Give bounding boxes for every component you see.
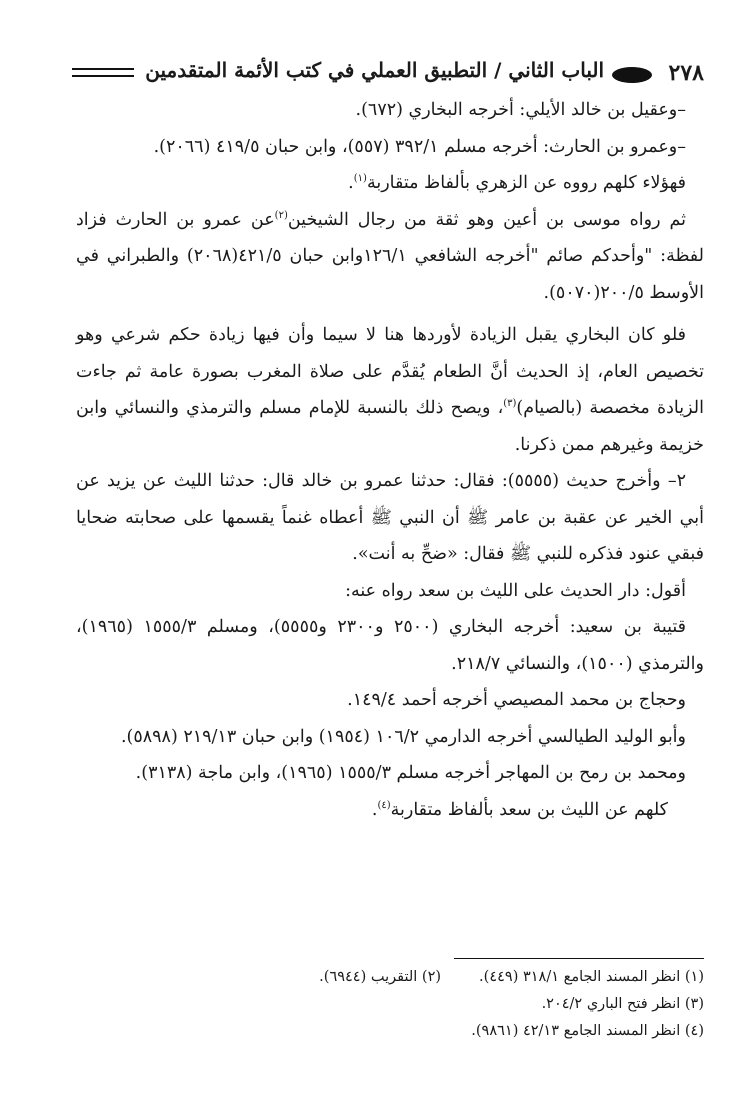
paragraph (76, 792, 704, 829)
chapter-title: الباب الثاني / التطبيق العملي في كتب الأئمة المتقدمين (145, 58, 604, 82)
paragraph: ٢– وأخرج حديث (٥٥٥٥): فقال: حدثنا عمرو بن خالد قال: حدثنا الليث عن يزيد عن أبي الخير عن عقبة بن عامر ﷺ أن النبي ﷺ أعطاه غنماً يقسمها على صحابته ضحايا فبقي عنود فذكره للنبي ﷺ فقال: «ضحِّ به أنت». (76, 471, 704, 564)
footnote-ref: (٤) (377, 799, 391, 811)
footnotes (76, 964, 704, 1045)
text-run: . (348, 173, 354, 193)
page-header (72, 54, 704, 94)
footnote-line (76, 991, 704, 1018)
header-rule-bottom (72, 75, 134, 77)
paragraph (76, 317, 704, 463)
paragraph (76, 202, 704, 312)
main-text (76, 92, 704, 828)
text-run: . (371, 799, 378, 820)
paragraph: وحجاج بن محمد المصيصي أخرجه أحمد ١٤٩/٤. (347, 690, 686, 710)
paragraph: وأبو الوليد الطيالسي أخرجه الدارمي ١٠٦/٢ (١٩٥٤) وابن حبان ٢١٩/١٣ (٥٨٩٨). (120, 726, 686, 747)
text-run: ثم رواه موسى بن أعين وهو ثقة من رجال الشيخين (287, 209, 686, 230)
paragraph: قتيبة بن سعيد: أخرجه البخاري (٢٥٠٠ و٢٣٠٠ و٥٥٥٥)، ومسلم ١٥٥٥/٣ (١٩٦٥)، والترمذي (١٥٠٠)، والنسائي ٢١٨/٧. (76, 617, 704, 674)
text-run: فلو كان البخاري يقبل الزيادة لأوردها هنا لا سيما وأن فيها زيادة حكم شرعي وهو تخصيص العام، إذ الحديث أنَّ الطعام يُقدَّم على صلاة المغرب بصورة عامة ثم جاءت الزيادة مخصصة (بالصيام) (76, 325, 704, 418)
footnote: (١) انظر المسند الجامع ٣١٨/١ (٤٤٩). (479, 969, 704, 985)
footnote: (٤) انظر المسند الجامع ٤٢/١٣ (٩٨٦١). (471, 1023, 704, 1039)
page-number: ٢٧٨ (668, 60, 704, 86)
paragraph (76, 165, 704, 202)
footnote-ref: (٢) (274, 209, 288, 221)
text-run: عن عمرو بن الحارث فزاد لفظة: "وأحدكم صائم "أخرجه الشافعي ١٢٦/١وابن حبان ٤٢١/٥(٢٠٦٨) والطبراني في الأوسط ٢٠٠/٥(٥٠٧٠). (76, 209, 704, 303)
header-rule-top (72, 68, 134, 70)
footnote: (٢) التقريب (٦٩٤٤). (319, 969, 442, 985)
text-run: ، ويصح ذلك بالنسبة للإمام مسلم والترمذي والنسائي وابن خزيمة وغيرهم ممن ذكرنا. (76, 398, 704, 455)
footnote-line (76, 1018, 704, 1045)
paragraph: ومحمد بن رمح بن المهاجر أخرجه مسلم ١٥٥٥/٣ (١٩٦٥)، وابن ماجة (٣١٣٨). (135, 763, 686, 783)
footnote-line (76, 964, 704, 991)
text-run: كلهم عن الليث بن سعد بألفاظ متقاربة (390, 799, 668, 820)
header-ornament (612, 67, 652, 83)
footnote-ref: (٣) (503, 398, 517, 410)
footnote-ref: (١) (353, 173, 367, 185)
paragraph: –وعمرو بن الحارث: أخرجه مسلم ٣٩٢/١ (٥٥٧)، وابن حبان ٤١٩/٥ (٢٠٦٦). (153, 136, 686, 157)
text-run: فهؤلاء كلهم رووه عن الزهري بألفاظ متقاربة (366, 173, 686, 193)
footnote: (٣) انظر فتح الباري ٢٠٤/٢. (541, 996, 704, 1012)
footnote-divider (454, 958, 704, 959)
paragraph: أقول: دار الحديث على الليث بن سعد رواه عنه: (345, 580, 686, 601)
paragraph: –وعقيل بن خالد الأيلي: أخرجه البخاري (٦٧٢). (355, 100, 686, 120)
